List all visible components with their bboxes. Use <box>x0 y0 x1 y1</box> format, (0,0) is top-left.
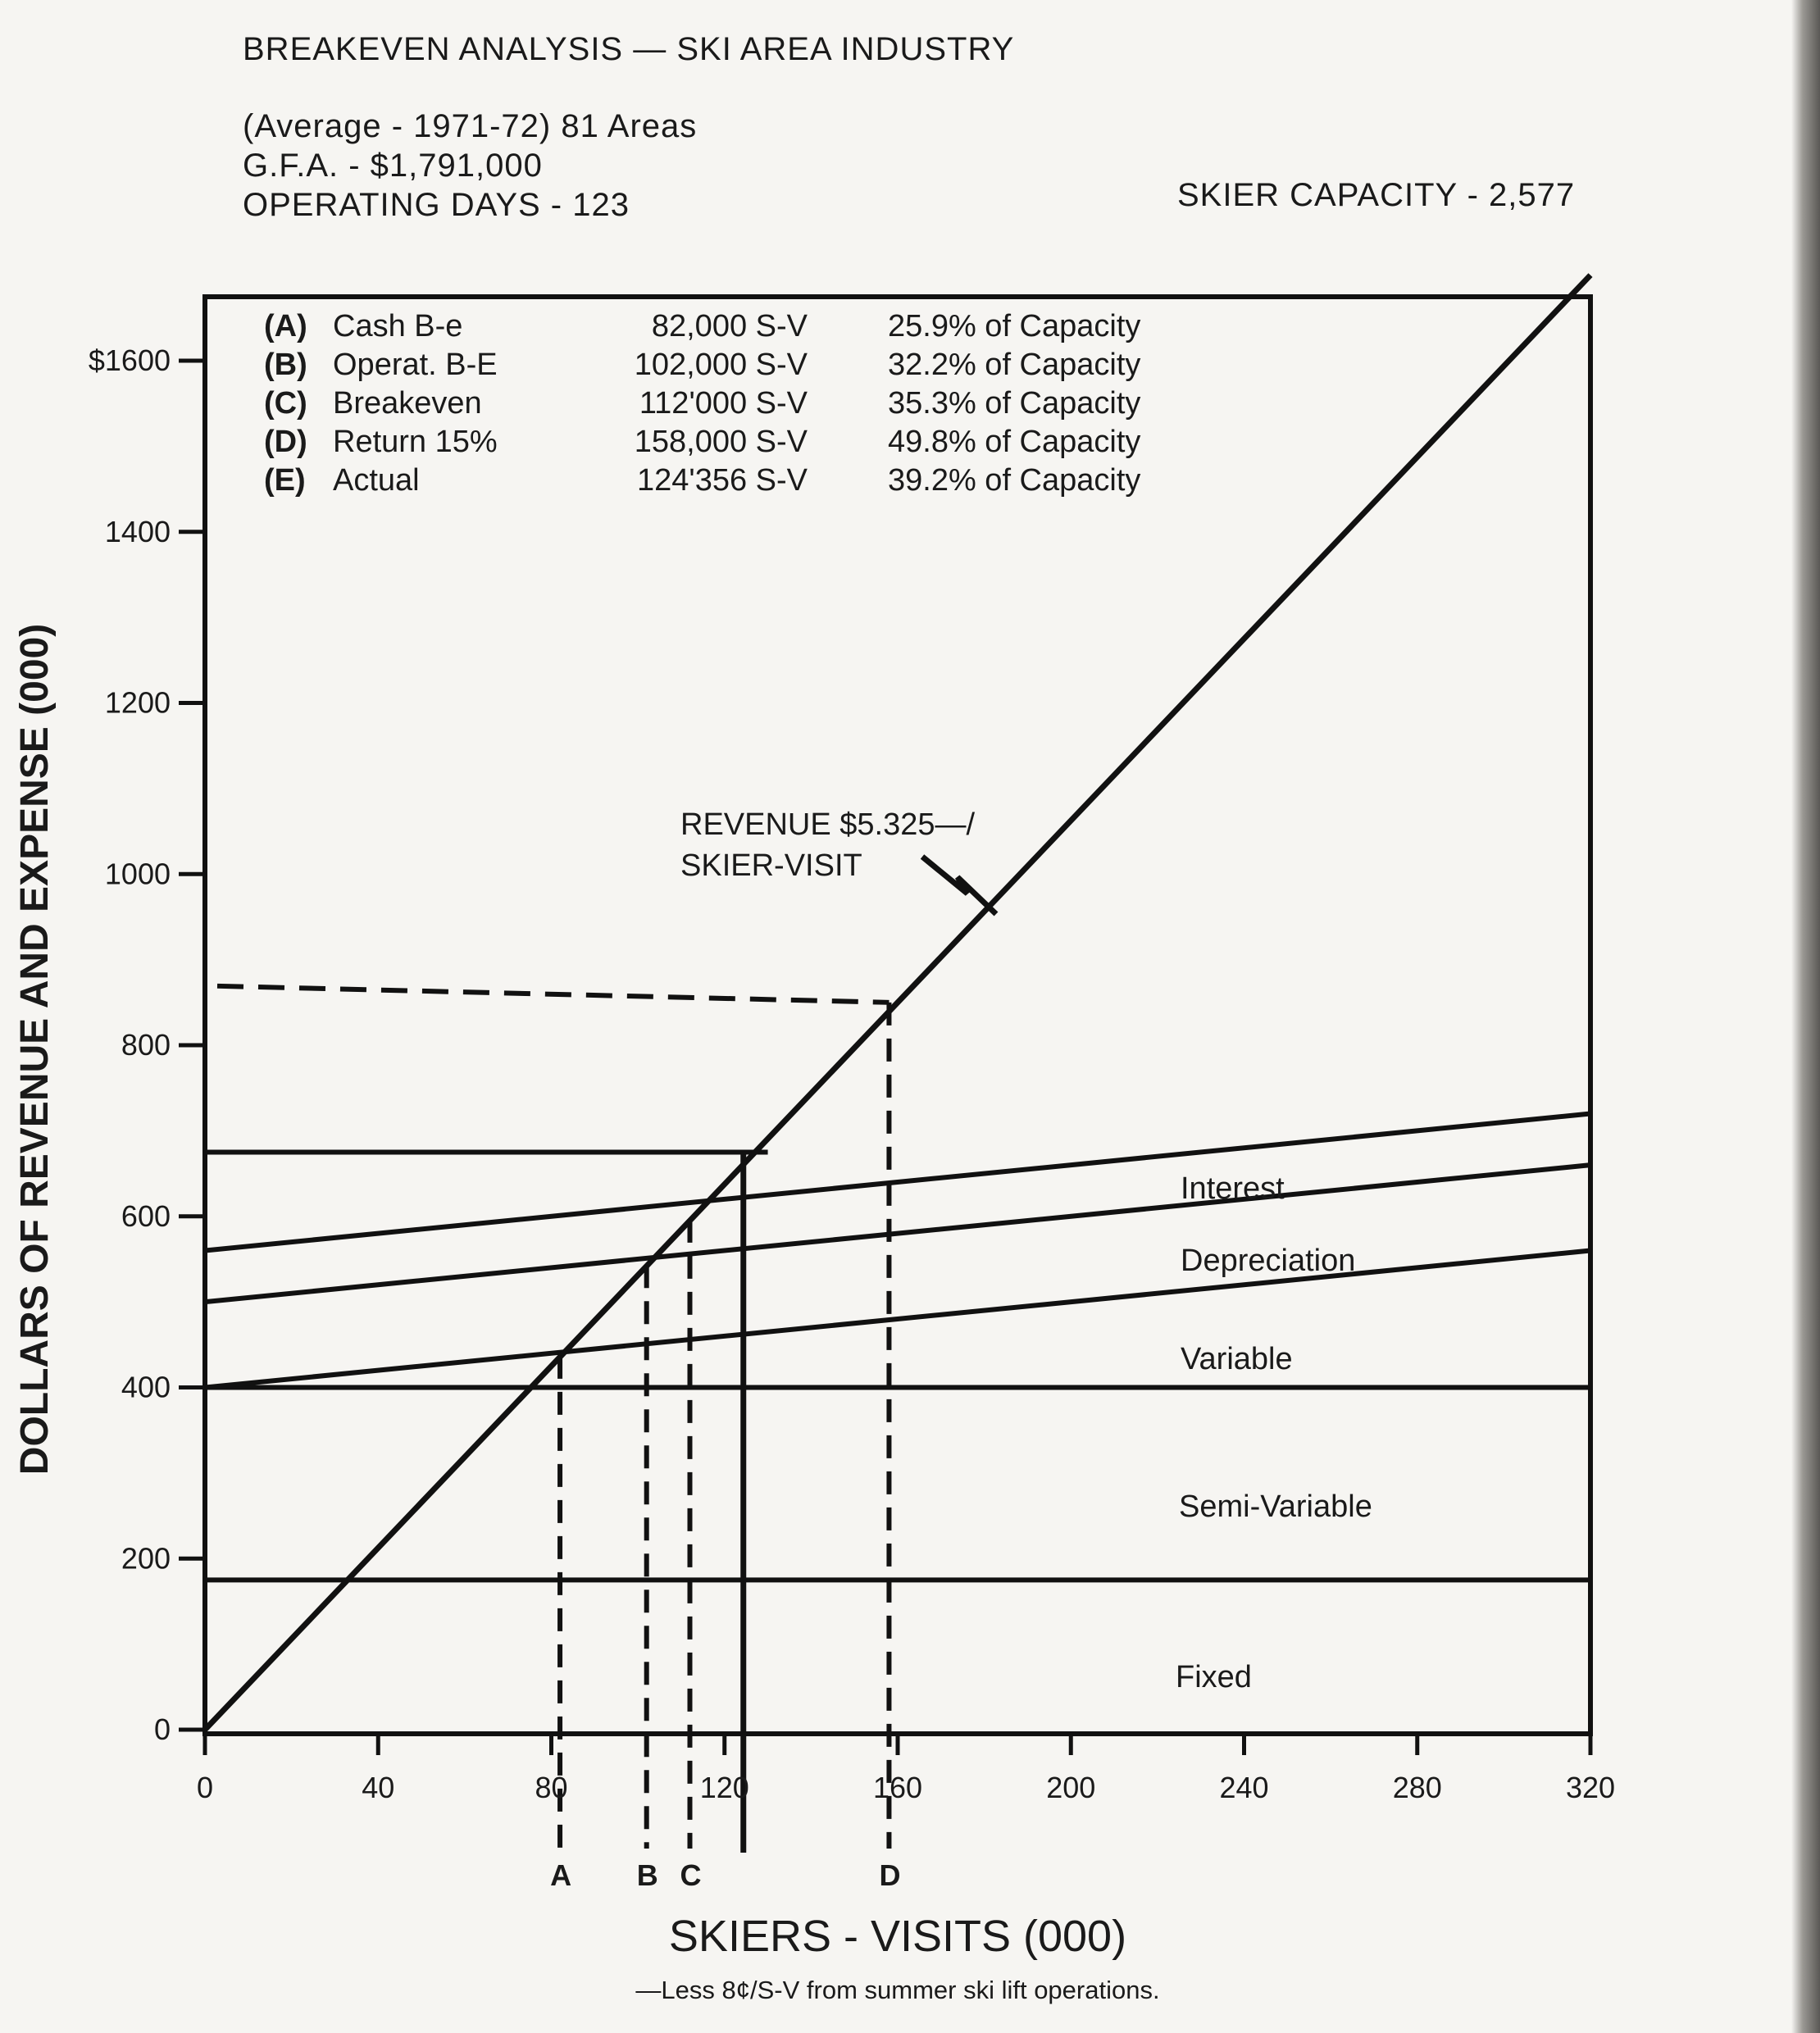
legend-capacity-e: 39.2% of Capacity <box>888 463 1141 498</box>
x-tick-label-280: 280 <box>1392 1771 1442 1804</box>
chart-title: BREAKEVEN ANALYSIS — SKI AREA INDUSTRY <box>243 31 1015 67</box>
series-label-interest: Interest <box>1181 1171 1285 1206</box>
legend-description-e: Actual <box>333 463 420 498</box>
y-axis-label: DOLLARS OF REVENUE AND EXPENSE (000) <box>13 623 57 1476</box>
header-average-line: (Average - 1971-72) 81 Areas <box>243 108 698 144</box>
legend-label-c: (C) <box>264 386 307 421</box>
x-tick-label-240: 240 <box>1219 1771 1269 1804</box>
series-label-variable: Variable <box>1181 1342 1293 1376</box>
legend-visits-a: 82,000 S-V <box>651 309 808 343</box>
legend-capacity-d: 49.8% of Capacity <box>888 425 1141 459</box>
marker-label-b: B <box>636 1858 658 1892</box>
skier-capacity-label: SKIER CAPACITY - 2,577 <box>1177 177 1576 213</box>
y-tick-label-600: 600 <box>121 1198 171 1233</box>
series-label-depreciation: Depreciation <box>1181 1244 1356 1278</box>
x-tick-label-0: 0 <box>196 1771 214 1804</box>
legend-description-b: Operat. B-E <box>333 348 498 382</box>
series-line-depreciation <box>205 1165 1590 1302</box>
series-label-fixed: Fixed <box>1176 1660 1252 1694</box>
x-tick-label-80: 80 <box>535 1771 568 1804</box>
y-tick-label-1000: 1000 <box>104 857 171 891</box>
legend-visits-c: 112'000 S-V <box>639 386 808 421</box>
legend-label-b: (B) <box>264 348 307 382</box>
y-tick-label-800: 800 <box>121 1028 171 1062</box>
legend-capacity-b: 32.2% of Capacity <box>888 348 1141 382</box>
legend-description-c: Breakeven <box>333 386 482 421</box>
legend-capacity-c: 35.3% of Capacity <box>888 386 1141 421</box>
legend-visits-b: 102,000 S-V <box>634 348 808 382</box>
revenue-annotation-1: REVENUE $5.325—/ <box>680 807 976 842</box>
x-tick-label-200: 200 <box>1046 1771 1096 1804</box>
y-tick-label-1600: $1600 <box>88 343 171 377</box>
revenue-annotation-arrow <box>922 857 996 914</box>
series-line-variable <box>205 1251 1590 1388</box>
y-tick-label-400: 400 <box>121 1370 171 1404</box>
header-gfa-line: G.F.A. - $1,791,000 <box>243 148 543 184</box>
y-tick-label-200: 200 <box>121 1541 171 1576</box>
marker-label-c: C <box>680 1858 702 1892</box>
page-edge-shadow <box>1791 0 1820 2033</box>
series-label-semi-variable: Semi-Variable <box>1179 1490 1372 1524</box>
marker-label-a: A <box>550 1858 572 1892</box>
footnote: —Less 8¢/S-V from summer ski lift operations. <box>635 1976 1160 2004</box>
legend-capacity-a: 25.9% of Capacity <box>888 309 1141 343</box>
return-dashed-line <box>217 986 889 1003</box>
x-tick-label-40: 40 <box>362 1771 395 1804</box>
x-axis-label: SKIERS - VISITS (000) <box>668 1912 1127 1961</box>
revenue-annotation-2: SKIER-VISIT <box>680 848 862 883</box>
y-tick-label-0: 0 <box>153 1712 171 1746</box>
series-line-interest <box>205 1114 1590 1251</box>
legend-label-e: (E) <box>264 463 306 498</box>
legend-visits-e: 124'356 S-V <box>637 463 808 498</box>
x-tick-label-120: 120 <box>699 1771 749 1804</box>
legend-visits-d: 158,000 S-V <box>634 425 808 459</box>
y-tick-label-1400: 1400 <box>104 514 171 548</box>
y-tick-label-1200: 1200 <box>104 685 171 720</box>
legend-label-a: (A) <box>264 309 307 343</box>
x-tick-label-160: 160 <box>872 1771 923 1804</box>
x-tick-label-320: 320 <box>1565 1771 1616 1804</box>
legend-description-a: Cash B-e <box>333 309 463 343</box>
legend-description-d: Return 15% <box>333 425 498 459</box>
legend-label-d: (D) <box>264 425 307 459</box>
header-operating-days-line: OPERATING DAYS - 123 <box>243 187 630 223</box>
plot-frame <box>205 297 1590 1734</box>
marker-label-d: D <box>879 1858 901 1892</box>
